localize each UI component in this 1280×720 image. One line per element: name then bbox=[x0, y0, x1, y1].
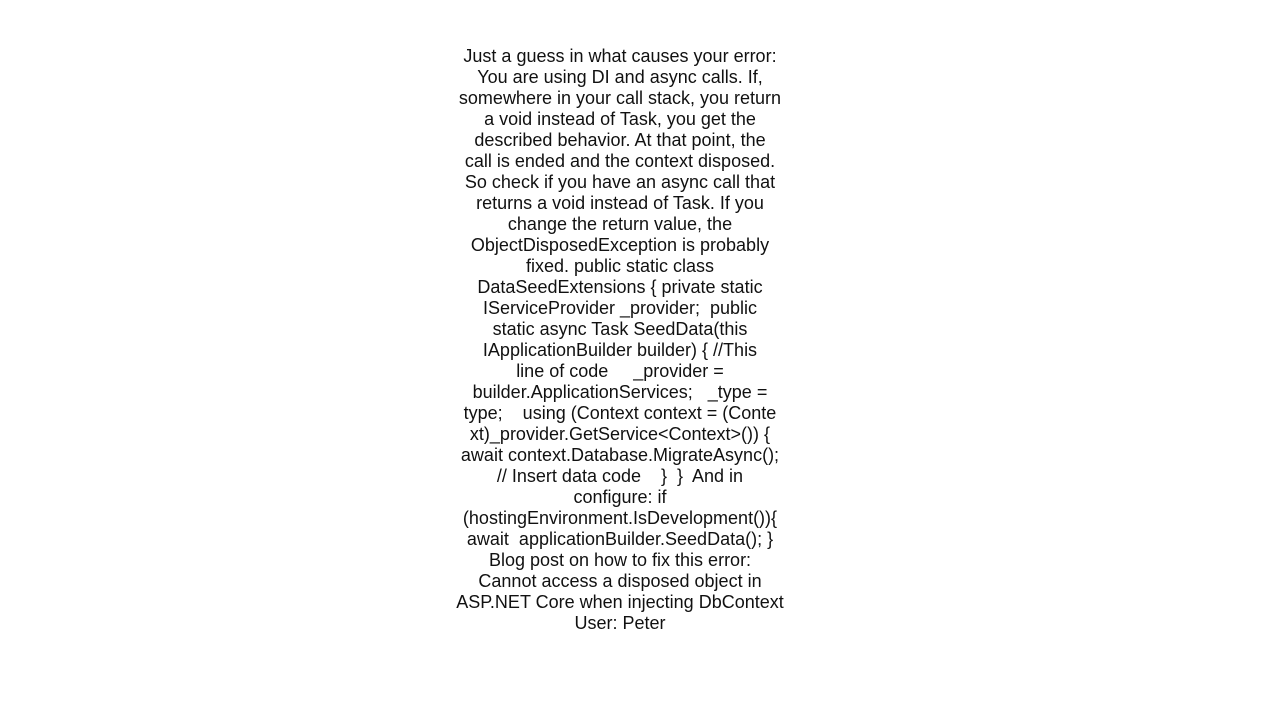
answer-line: Blog post on how to fix this error: bbox=[488, 550, 752, 570]
answer-line: await applicationBuilder.SeedData(); } bbox=[466, 529, 774, 549]
answer-line: somewhere in your call stack, you return bbox=[458, 88, 782, 108]
answer-line: configure: if bbox=[573, 487, 667, 507]
answer-line: So check if you have an async call that bbox=[464, 172, 776, 192]
answer-line: IServiceProvider _provider; public bbox=[482, 298, 758, 318]
answer-line: returns a void instead of Task. If you bbox=[476, 193, 764, 213]
answer-line: // Insert data code } } And in bbox=[496, 466, 744, 486]
answer-line: ASP.NET Core when injecting DbContext bbox=[456, 592, 784, 612]
answer-line: IApplicationBuilder builder) { //This bbox=[482, 340, 758, 360]
answer-line: described behavior. At that point, the bbox=[474, 130, 766, 150]
answer-user-line: User: Peter bbox=[574, 613, 666, 633]
answer-line: Just a guess in what causes your error: bbox=[463, 46, 777, 66]
answer-line: DataSeedExtensions { private static bbox=[477, 277, 763, 297]
answer-line: line of code _provider = bbox=[516, 361, 724, 381]
answer-line: static async Task SeedData(this bbox=[492, 319, 748, 339]
answer-line: xt)_provider.GetService<Context>()) { bbox=[469, 424, 771, 444]
answer-line: builder.ApplicationServices; _type = bbox=[472, 382, 768, 402]
answer-line: fixed. public static class bbox=[525, 256, 715, 276]
answer-text-block bbox=[450, 46, 790, 634]
answer-line: change the return value, the bbox=[507, 214, 733, 234]
answer-line: a void instead of Task, you get the bbox=[484, 109, 756, 129]
answer-line: Cannot access a disposed object in bbox=[478, 571, 762, 591]
answer-line: call is ended and the context disposed. bbox=[464, 151, 776, 171]
answer-line: await context.Database.MigrateAsync(); bbox=[460, 445, 780, 465]
answer-line: type; using (Context context = (Conte bbox=[463, 403, 777, 423]
answer-line: (hostingEnvironment.IsDevelopment()){ bbox=[462, 508, 778, 528]
answer-line: ObjectDisposedException is probably bbox=[470, 235, 770, 255]
answer-line: You are using DI and async calls. If, bbox=[477, 67, 763, 87]
